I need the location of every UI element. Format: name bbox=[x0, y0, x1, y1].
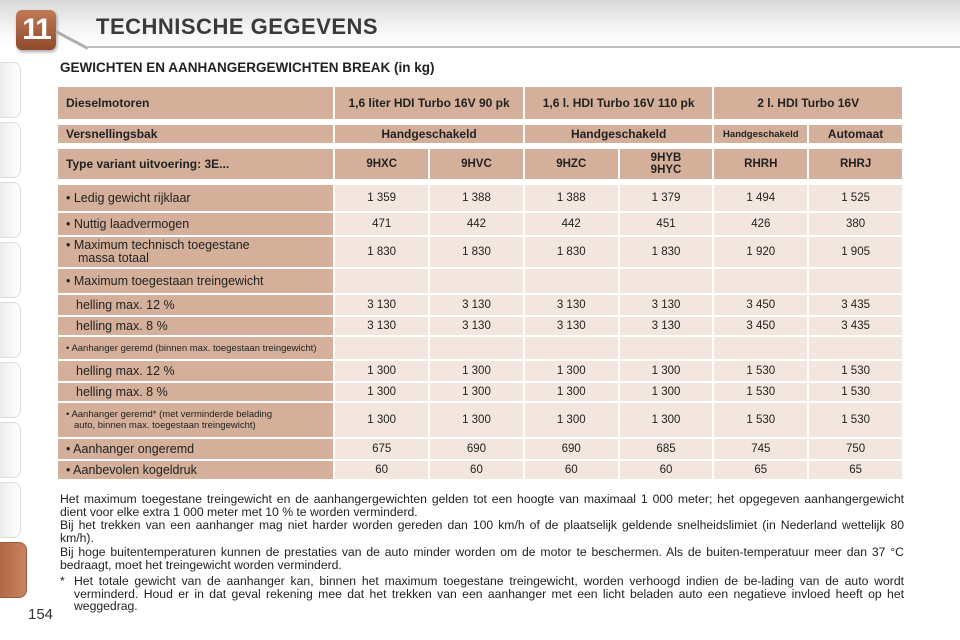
cell: 3 130 bbox=[335, 317, 428, 335]
cell: 1 525 bbox=[809, 185, 902, 211]
cell: 1 530 bbox=[714, 361, 807, 381]
cell: 3 130 bbox=[430, 317, 523, 335]
note-paragraph-3: Bij hoge buitentemperaturen kunnen de prestaties van de auto minder worden om de motor te beschermen. Als de buiten-temperatuur meer dan 37 °C bedraagt, moet het treingewicht worden verminderd. bbox=[60, 545, 904, 572]
gearbox-1: Handgeschakeld bbox=[335, 125, 523, 143]
cell: 1 905 bbox=[809, 237, 902, 267]
cell: 1 530 bbox=[809, 383, 902, 401]
row-label: • Ledig gewicht rijklaar bbox=[58, 185, 333, 211]
table-row bbox=[58, 439, 902, 459]
cell: 60 bbox=[525, 461, 618, 479]
cell: 3 130 bbox=[430, 295, 523, 315]
page-number: 154 bbox=[28, 606, 54, 623]
header-rule bbox=[88, 46, 960, 48]
variant-9hzc: 9HZC bbox=[525, 149, 618, 179]
variant-9hyb: 9HYB bbox=[650, 152, 682, 164]
cell: 690 bbox=[525, 439, 618, 459]
gearbox-4: Automaat bbox=[809, 125, 902, 143]
table-row bbox=[58, 361, 902, 381]
cell: 3 130 bbox=[525, 295, 618, 315]
engine-label: Dieselmotoren bbox=[58, 87, 333, 119]
cell: 65 bbox=[809, 461, 902, 479]
cell: 1 300 bbox=[525, 383, 618, 401]
row-label-line-2: auto, binnen max. toegestaan treingewicht) bbox=[74, 420, 256, 431]
cell: 1 300 bbox=[430, 403, 523, 437]
row-label bbox=[58, 403, 333, 437]
side-tab-11-active[interactable] bbox=[0, 542, 27, 598]
cell: 1 388 bbox=[525, 185, 618, 211]
cell: 380 bbox=[809, 213, 902, 235]
row-label: helling max. 8 % bbox=[58, 317, 333, 335]
side-tab-1[interactable] bbox=[0, 62, 21, 118]
row-label: • Aanhanger geremd (binnen max. toegestaan treingewicht) bbox=[58, 337, 333, 359]
row-label bbox=[58, 237, 333, 267]
table-row bbox=[58, 461, 902, 479]
cell: 1 530 bbox=[714, 383, 807, 401]
weights-table bbox=[56, 85, 904, 481]
cell: 1 300 bbox=[430, 383, 523, 401]
cell: 1 300 bbox=[525, 361, 618, 381]
cell: 1 494 bbox=[714, 185, 807, 211]
cell: 1 530 bbox=[809, 403, 902, 437]
row-label-line-1: • Aanhanger geremd* (met verminderde belading bbox=[66, 409, 273, 420]
engine-1: 1,6 liter HDI Turbo 16V 90 pk bbox=[335, 87, 523, 119]
side-tab-4[interactable] bbox=[0, 242, 21, 298]
table-row bbox=[58, 337, 902, 359]
chapter-title: TECHNISCHE GEGEVENS bbox=[96, 14, 379, 39]
variant-rhrh: RHRH bbox=[714, 149, 807, 179]
side-tab-5[interactable] bbox=[0, 302, 21, 358]
row-label: helling max. 12 % bbox=[58, 361, 333, 381]
cell: 685 bbox=[620, 439, 713, 459]
variant-label: Type variant uitvoering: 3E... bbox=[58, 149, 333, 179]
cell: 3 130 bbox=[620, 295, 713, 315]
table-row bbox=[58, 383, 902, 401]
cell: 1 920 bbox=[714, 237, 807, 267]
cell: 675 bbox=[335, 439, 428, 459]
gearbox-label: Versnellingsbak bbox=[58, 125, 333, 143]
side-tab-strip bbox=[0, 62, 28, 602]
cell: 65 bbox=[714, 461, 807, 479]
engine-header-row bbox=[58, 87, 902, 119]
cell: 1 830 bbox=[335, 237, 428, 267]
side-tab-7[interactable] bbox=[0, 422, 21, 478]
variant-9hyc: 9HYC bbox=[650, 164, 682, 176]
cell: 60 bbox=[430, 461, 523, 479]
row-label: • Nuttig laadvermogen bbox=[58, 213, 333, 235]
chapter-number-badge: 11 bbox=[16, 10, 56, 50]
note-paragraph-2: Bij het trekken van een aanhanger mag niet harder worden gereden dan 100 km/h of de plaatselijk geldende snelheidslimiet (in Nederland wettelijk 80 km/h). bbox=[60, 518, 904, 545]
side-tab-6[interactable] bbox=[0, 362, 21, 418]
footnote-text: Het totale gewicht van de aanhanger kan, binnen het maximum toegestane treingewicht, worden verhoogd indien de be-lading van de auto wordt verminderd. Houd er in dat geval rekening mee dat het trekken van een aanhanger met een licht beladen auto een negatieve invloed heeft op het weggedrag. bbox=[74, 574, 904, 613]
cell: 3 130 bbox=[620, 317, 713, 335]
table-row bbox=[58, 237, 902, 267]
cell: 690 bbox=[430, 439, 523, 459]
cell: 1 300 bbox=[335, 361, 428, 381]
cell: 3 435 bbox=[809, 295, 902, 315]
side-tab-2[interactable] bbox=[0, 122, 21, 178]
table-row bbox=[58, 213, 902, 235]
engine-3: 2 l. HDI Turbo 16V bbox=[714, 87, 902, 119]
cell: 1 300 bbox=[335, 403, 428, 437]
cell: 1 388 bbox=[430, 185, 523, 211]
cell: 1 830 bbox=[620, 237, 713, 267]
engine-2: 1,6 l. HDI Turbo 16V 110 pk bbox=[525, 87, 713, 119]
cell: 1 300 bbox=[430, 361, 523, 381]
table-row bbox=[58, 185, 902, 211]
row-label: • Maximum toegestaan treingewicht bbox=[58, 269, 333, 293]
cell: 451 bbox=[620, 213, 713, 235]
variant-row bbox=[58, 149, 902, 179]
gearbox-3: Handgeschakeld bbox=[714, 125, 807, 143]
row-label-line-2: massa totaal bbox=[78, 251, 149, 265]
cell: 1 300 bbox=[335, 383, 428, 401]
table-row bbox=[58, 269, 902, 293]
gearbox-row bbox=[58, 125, 902, 143]
cell: 1 530 bbox=[809, 361, 902, 381]
footnote-star: * bbox=[60, 574, 65, 588]
row-label-line-1: • Maximum technisch toegestane bbox=[66, 238, 250, 252]
variant-9hvc: 9HVC bbox=[430, 149, 523, 179]
cell: 442 bbox=[525, 213, 618, 235]
cell: 3 130 bbox=[335, 295, 428, 315]
cell: 3 435 bbox=[809, 317, 902, 335]
cell: 442 bbox=[430, 213, 523, 235]
table-row bbox=[58, 403, 902, 437]
cell: 745 bbox=[714, 439, 807, 459]
cell: 3 450 bbox=[714, 295, 807, 315]
note-paragraph-1: Het maximum toegestane treingewicht en de aanhangergewichten gelden tot een hoogte van maximaal 1 000 meter; het opgegeven aanhangergewicht dient voor elke extra 1 000 meter met 10 % te worden verminderd. bbox=[60, 492, 904, 519]
cell: 1 300 bbox=[525, 403, 618, 437]
side-tab-3[interactable] bbox=[0, 182, 21, 238]
cell: 1 830 bbox=[430, 237, 523, 267]
section-title: GEWICHTEN EN AANHANGERGEWICHTEN BREAK (in kg) bbox=[60, 60, 435, 75]
cell: 471 bbox=[335, 213, 428, 235]
row-label: helling max. 12 % bbox=[58, 295, 333, 315]
cell: 1 300 bbox=[620, 403, 713, 437]
cell: 426 bbox=[714, 213, 807, 235]
variant-rhrj: RHRJ bbox=[809, 149, 902, 179]
table-row bbox=[58, 317, 902, 335]
cell: 3 450 bbox=[714, 317, 807, 335]
variant-9hxc: 9HXC bbox=[335, 149, 428, 179]
side-tab-8[interactable] bbox=[0, 482, 21, 538]
cell: 3 130 bbox=[525, 317, 618, 335]
cell: 750 bbox=[809, 439, 902, 459]
cell: 1 379 bbox=[620, 185, 713, 211]
table-row bbox=[58, 295, 902, 315]
row-label: • Aanhanger ongeremd bbox=[58, 439, 333, 459]
variant-9hyb-9hyc bbox=[620, 149, 713, 179]
row-label: helling max. 8 % bbox=[58, 383, 333, 401]
cell: 60 bbox=[620, 461, 713, 479]
cell: 1 300 bbox=[620, 361, 713, 381]
cell: 60 bbox=[335, 461, 428, 479]
cell: 1 300 bbox=[620, 383, 713, 401]
row-label: • Aanbevolen kogeldruk bbox=[58, 461, 333, 479]
cell: 1 830 bbox=[525, 237, 618, 267]
gearbox-2: Handgeschakeld bbox=[525, 125, 713, 143]
cell: 1 530 bbox=[714, 403, 807, 437]
cell: 1 359 bbox=[335, 185, 428, 211]
